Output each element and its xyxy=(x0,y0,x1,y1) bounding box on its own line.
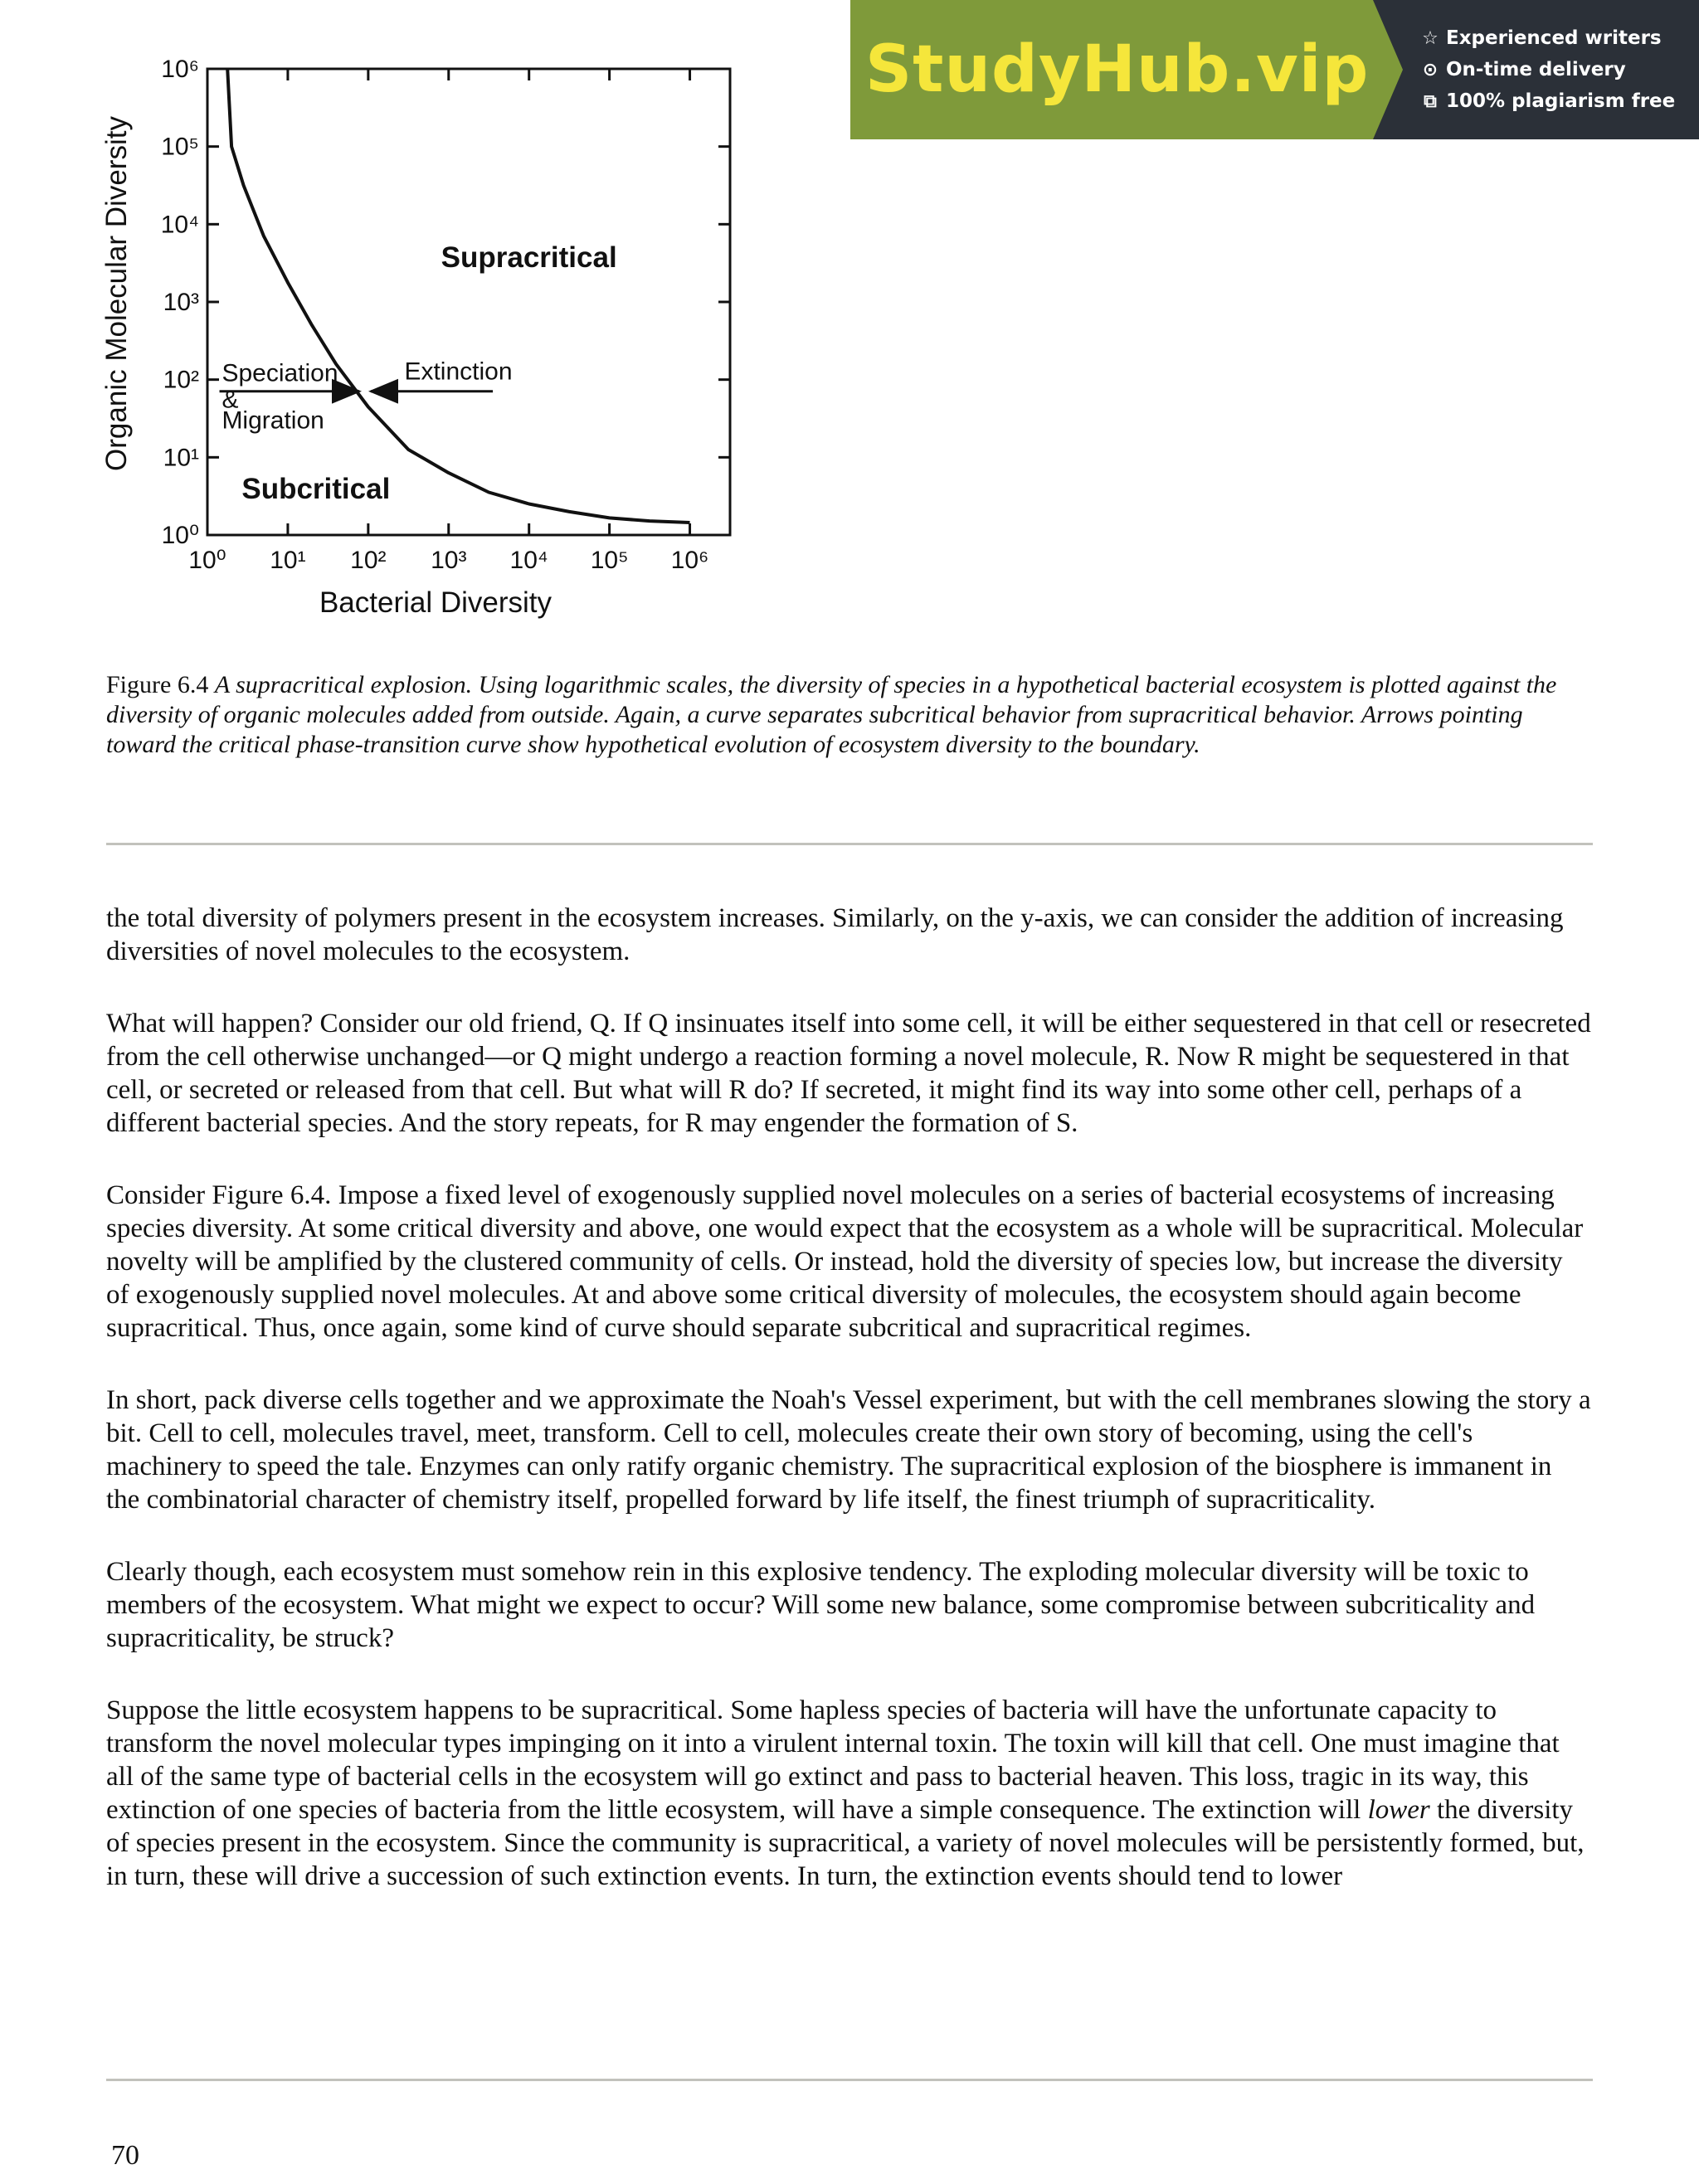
y-tick-label: 10⁵ xyxy=(161,133,199,161)
y-tick-label: 10¹ xyxy=(163,444,199,472)
paragraph: Consider Figure 6.4. Impose a fixed level of exogenously supplied novel molecules on a series of bacterial ecosystems of increasing species diversity. At some critical diversity and above, one would expect that the ecosystem as a whole will be supracritical. Molecular novelty will be amplified by the clustered community of cells. Or instead, hold the diversity of species low, but increase the diversity of exogenously supplied novel molecules. At and above some critical diversity of molecules, the ecosystem should again become supracritical. Thus, once again, some kind of curve should separate subcritical and supracritical regimes. xyxy=(106,1180,1584,1343)
x-tick-label: 10² xyxy=(350,547,387,574)
divider xyxy=(106,2079,1593,2081)
caption-text: A supracritical explosion. Using logarithmic scales, the diversity of species in a hypothetical bacterial ecosystem is plotted against the diversity of organic molecules added from outside. Again, a curve separates subcritical behavior from supracritical behavior. Arrows pointing toward the critical phase-transition curve show hypothetical evolution of ecosystem diversity to the boundary. xyxy=(106,671,1557,758)
feature-item xyxy=(1421,90,1699,112)
paragraph: Clearly though, each ecosystem must somehow rein in this explosive tendency. The exploding molecular diversity will be toxic to members of the ecosystem. What might we expect to occur? Will some new balance, some compromise between subcriticality and supracriticality, be struck? xyxy=(106,1557,1536,1653)
feature-text: On-time delivery xyxy=(1446,59,1626,80)
feature-text: Experienced writers xyxy=(1446,27,1662,49)
feature-text: 100% plagiarism free xyxy=(1446,90,1676,112)
y-axis-label: Organic Molecular Diversity xyxy=(100,116,133,471)
migration-label: Migration xyxy=(222,406,324,435)
chart-svg xyxy=(91,46,755,635)
divider xyxy=(106,843,1593,845)
x-tick-label: 10⁶ xyxy=(670,547,709,574)
paragraph-text: Suppose the little ecosystem happens to be supracritical. Some hapless species of bacteria will have the unfortunate capacity to transform the novel molecular types impinging on it into a virulent internal toxin. The toxin will kill that cell. One must imagine that all of the same type of bacterial cells in the ecosystem will go extinct and pass to bacterial heaven. This loss, tragic in its way, this extinction of one species of bacteria from the little ecosystem, will have a simple consequence. The extinction will xyxy=(106,1695,1560,1825)
feature-item xyxy=(1421,59,1699,80)
y-tick-label: 10⁰ xyxy=(161,522,199,549)
paragraph-text: the diversity of species present in the ecosystem. Since the community is supracritical, a variety of novel molecules will be persistently formed, but, in turn, these will drive a succession of such extinction events. In turn, the extinction events should tend to lower xyxy=(106,1795,1585,1891)
paragraph: In short, pack diverse cells together and we approximate the Noah's Vessel experiment, but with the cell membranes slowing the story a bit. Cell to cell, molecules travel, meet, transform. Cell to cell, molecules create their own story of becoming, using the cell's machinery to speed the tale. Enzymes can only ratify organic chemistry. The supracritical explosion of the biosphere is immanent in the combinatorial character of chemistry itself, propelled forward by life itself, the finest triumph of supracriticality. xyxy=(106,1385,1591,1515)
x-tick-label: 10¹ xyxy=(270,547,306,574)
speciation-label: Speciation xyxy=(222,359,338,387)
body-text xyxy=(106,902,1591,1932)
extinction-label: Extinction xyxy=(404,358,513,386)
critical-curve-line xyxy=(227,69,689,523)
y-tick-label: 10² xyxy=(163,366,199,394)
y-tick-label: 10⁶ xyxy=(161,56,199,83)
brand-name: StudyHub.vip xyxy=(865,32,1370,107)
x-tick-label: 10⁰ xyxy=(188,547,226,574)
x-tick-label: 10⁴ xyxy=(509,547,548,574)
y-tick-label: 10⁴ xyxy=(160,211,199,239)
x-tick-label: 10³ xyxy=(431,547,467,574)
subcritical-label: Subcritical xyxy=(241,472,391,505)
figure-chart xyxy=(91,46,755,635)
y-tick-label: 10³ xyxy=(163,289,199,316)
emphasis-text: lower xyxy=(1367,1795,1430,1825)
figure-caption xyxy=(106,670,1583,760)
banner-divider xyxy=(1373,0,1403,139)
x-axis-label: Bacterial Diversity xyxy=(319,586,553,619)
paragraph: the total diversity of polymers present in the ecosystem increases. Similarly, on the y-axis, we can consider the addition of increasing diversities of novel molecules to the ecosystem. xyxy=(106,903,1564,966)
supracritical-label: Supracritical xyxy=(441,241,617,274)
page-number: 70 xyxy=(111,2140,139,2171)
feature-item xyxy=(1421,27,1699,49)
brand-logo[interactable] xyxy=(850,0,1373,139)
clock-icon: ⊙ xyxy=(1422,59,1439,80)
paragraph xyxy=(106,1694,1591,1893)
caption-label: Figure 6.4 xyxy=(106,671,209,698)
ampersand-label: & xyxy=(222,386,239,414)
x-tick-label: 10⁵ xyxy=(590,547,629,574)
plot-frame xyxy=(207,69,730,535)
banner-features xyxy=(1373,0,1699,139)
paragraph: What will happen? Consider our old friend, Q. If Q insinuates itself into some cell, it will be either sequestered in that cell or resecreted from the cell otherwise unchanged—or Q might undergo a reaction forming a novel molecule, R. Now R might be sequestered in that cell, or secreted or released from that cell. But what will R do? If secreted, it might find its way into some other cell, perhaps of a different bacterial species. And the story repeats, for R may engender the formation of S. xyxy=(106,1009,1591,1138)
ad-banner[interactable] xyxy=(850,0,1699,139)
star-icon: ☆ xyxy=(1422,27,1439,49)
copy-icon: ⧉ xyxy=(1424,90,1437,112)
